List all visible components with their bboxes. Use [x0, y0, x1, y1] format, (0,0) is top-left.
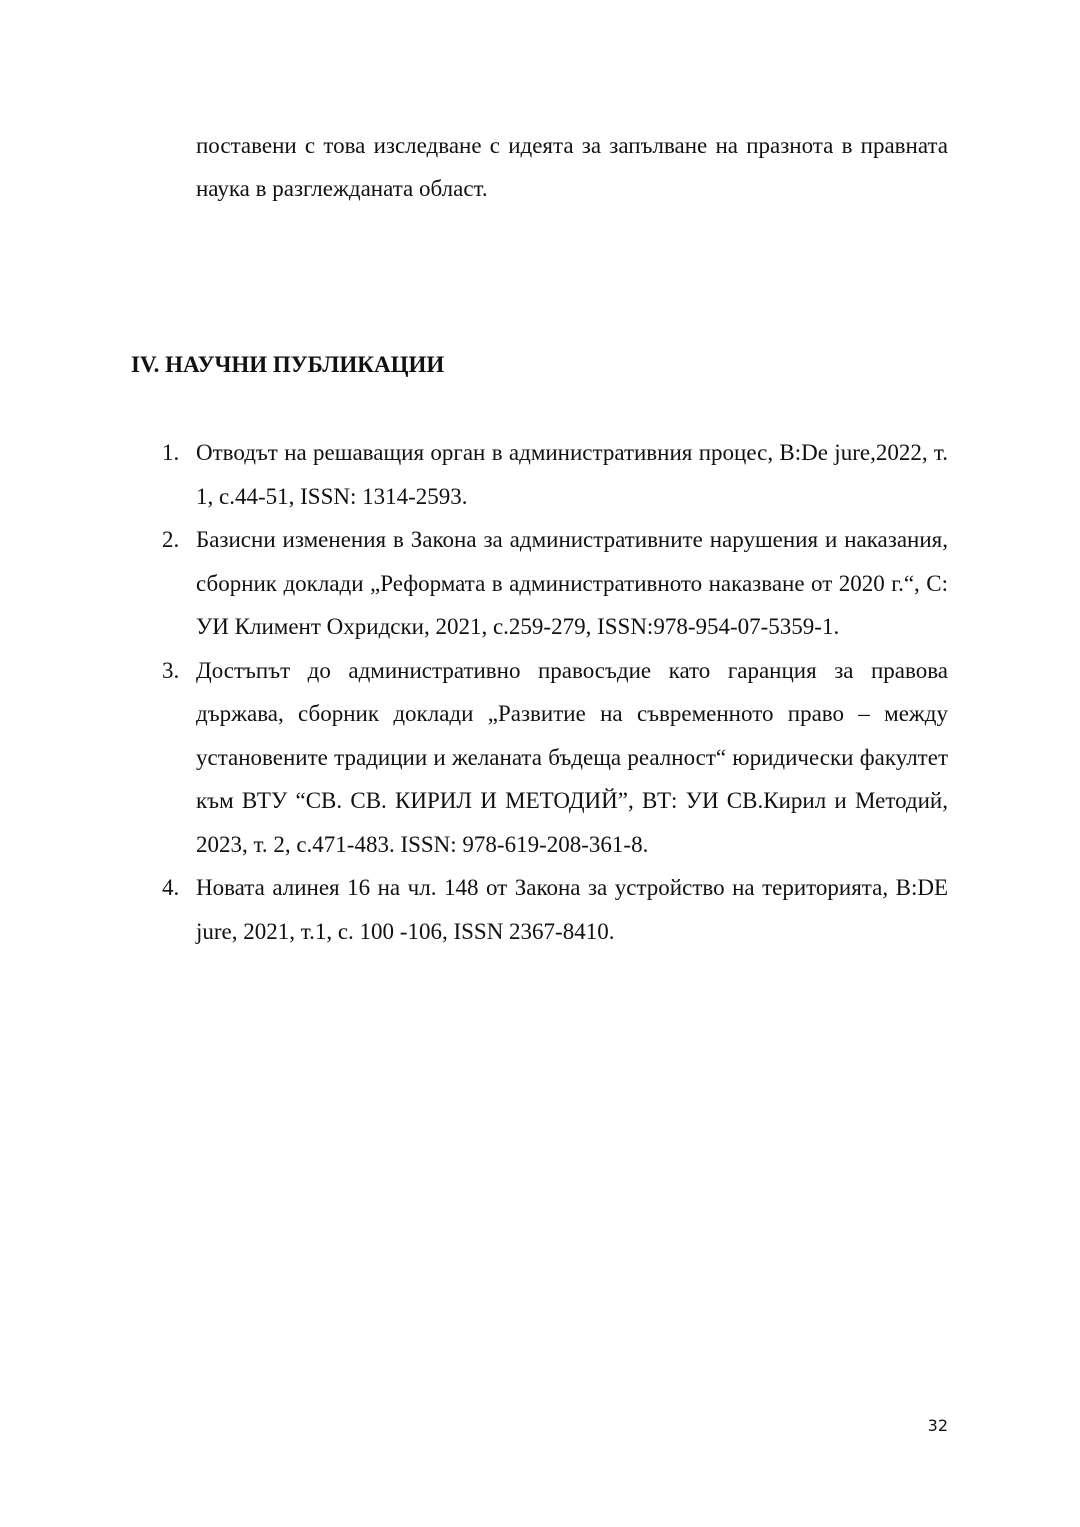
- publication-number: 3.: [162, 657, 180, 683]
- publication-number: 1.: [162, 440, 180, 465]
- publication-item: [162, 431, 948, 518]
- intro-paragraph: поставени с това изследване с идеята за запълване на празнота в правната наука в разглежданата област.: [196, 133, 948, 201]
- publication-item: [162, 649, 948, 867]
- publication-text: Достъпът до административно правосъдие като гаранция за правова държава, сборник доклади „Развитие на съвременното право – между установените традиции и желаната бъдеща реалност“ юридически факултет към ВТУ “СВ. СВ. КИРИЛ И МЕТОДИЙ”, ВТ: УИ СВ.Кирил и Методий, 2023, т. 2, с.471-483. ISSN: 978-619-208-361-8.: [196, 657, 948, 857]
- publication-number: 4.: [162, 875, 180, 900]
- section-heading: IV. НАУЧНИ ПУБЛИКАЦИИ: [131, 352, 445, 377]
- publication-text: Базисни изменения в Закона за административните нарушения и наказания, сборник доклади „Реформата в административното наказване от 2020 г.“, С: УИ Климент Охридски, 2021, с.259-279, ISSN:978-954-07-5359-1.: [196, 527, 948, 639]
- publication-text: Новата алинея 16 на чл. 148 от Закона за устройство на територията, В:DE jure, 2021, т.1, с. 100 -106, ISSN 2367-8410.: [196, 875, 948, 944]
- publication-text: Отводът на решаващия орган в административния процес, В:De jure,2022, т. 1, с.44-51, ISSN: 1314-2593.: [196, 440, 948, 509]
- page-number: 32: [927, 1416, 948, 1435]
- publication-number: 2.: [162, 527, 180, 552]
- publication-item: [162, 866, 948, 953]
- publication-item: [162, 518, 948, 649]
- publication-list: [162, 431, 948, 953]
